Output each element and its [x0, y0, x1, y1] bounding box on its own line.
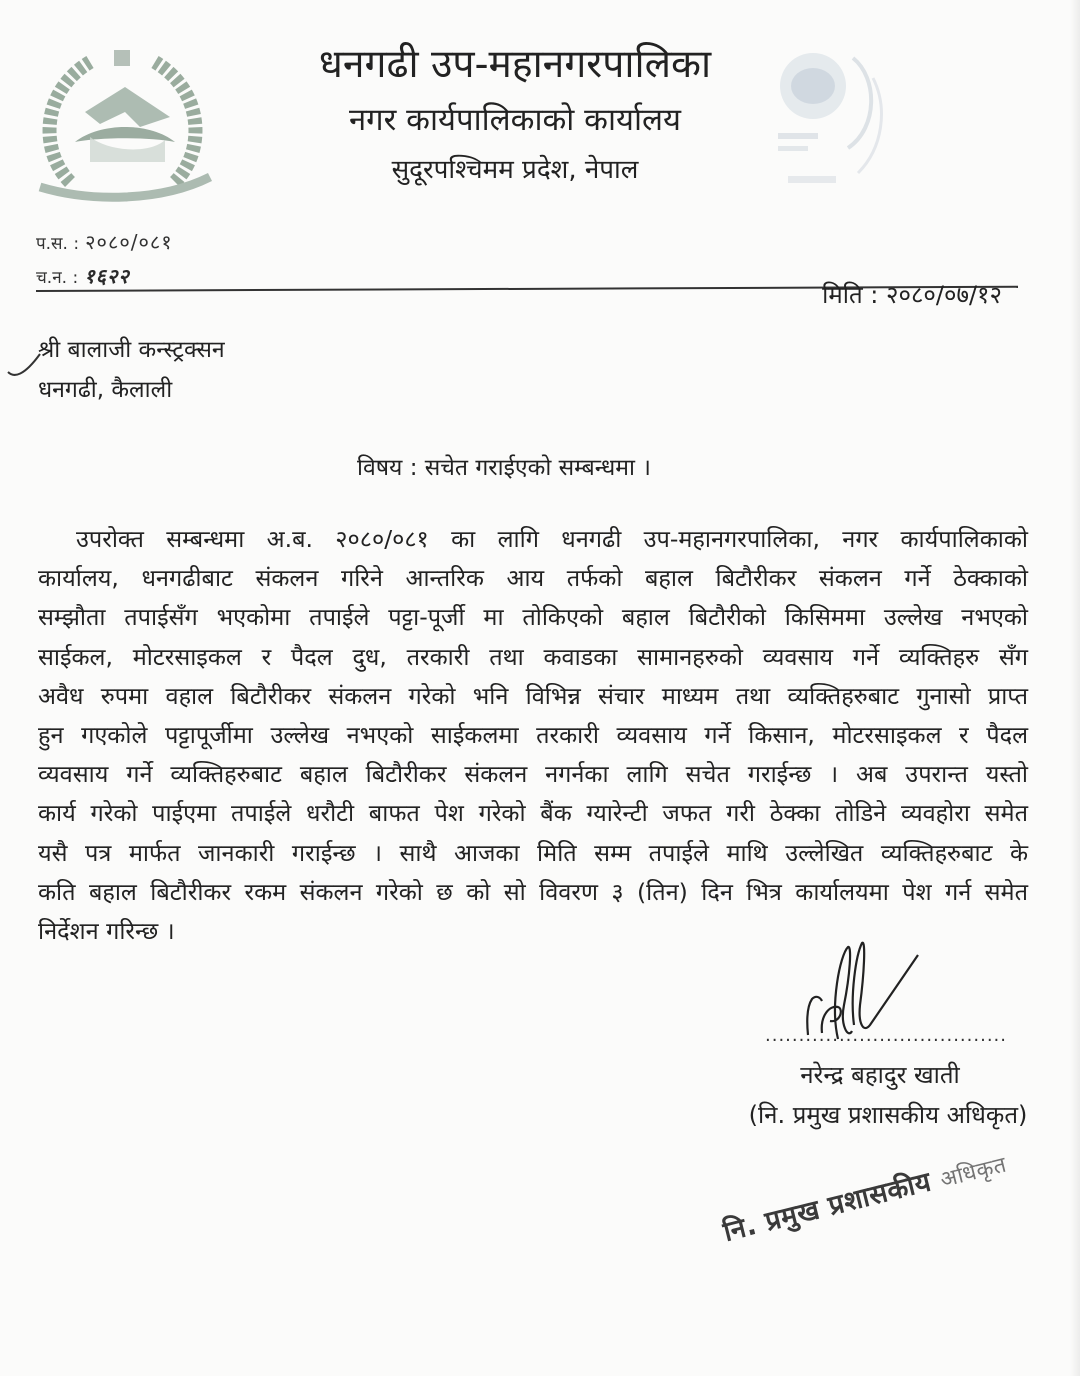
office-name: नगर कार्यपालिकाको कार्यालय [348, 102, 682, 138]
fiscal-year-ref [36, 228, 173, 255]
signer-title: (नि. प्रमुख प्रशासकीय अधिकृत) [748, 1101, 1028, 1129]
fiscal-year-label: प.स. : [36, 234, 80, 254]
organization-name: धनगढी उप-महानगरपालिका [318, 42, 712, 87]
rubber-stamp-text-faint: अधिकृत [937, 1152, 1010, 1194]
handwritten-tick-mark-icon [6, 350, 42, 380]
body-line: यसै पत्र मार्फत जानकारी गराईन्छ । साथै आजका मिति सम्म तपाईले माथि उल्लेखित व्यक्तिहरुबाट के [38, 838, 1028, 867]
signature-dotted-line: .................................... [765, 1025, 1007, 1046]
body-line: व्यवसाय गर्ने व्यक्तिहरुबाट बहाल बिटौरीकर संकलन नगर्नका लागि सचेत गराईन्छ । अब उपरान्त यस्तो [38, 760, 1028, 789]
date-label: मिति : [822, 281, 879, 309]
body-line: हुन गएकोले पट्टापूर्जीमा उल्लेख नभएको साईकलमा तरकारी व्यवसाय गर्ने किसान, मोटरसाइकल र पैदल [38, 721, 1028, 750]
letter-subject: विषय : सचेत गराईएको सम्बन्धमा । [357, 455, 651, 481]
rubber-stamp-text: नि. प्रमुख प्रशासकीय [720, 1166, 935, 1249]
body-line: साईकल, मोटरसाइकल र पैदल दुध, तरकारी तथा कवाडका सामानहरुको व्यवसाय गर्ने व्यक्तिहरु सँग [38, 642, 1028, 671]
body-line: कार्यालय, धनगढीबाट संकलन गरिने आन्तरिक आय तर्फको बहाल बिटौरीकर संकलन गर्ने ठेक्काको [38, 564, 1028, 593]
office-seal-stamp-icon [768, 38, 908, 198]
dispatch-number-value: १६२२ [84, 264, 130, 288]
nepal-coat-of-arms-icon [30, 42, 215, 202]
body-line: निर्देशन गरिन्छ । [38, 917, 175, 946]
body-line: कार्य गरेको पाईएमा तपाईले धरौटी बाफत पेश गरेको बैंक ग्यारेन्टी जफत गरी ठेक्का तोडिने व्यवहोरा समेत [38, 799, 1028, 828]
recipient-address: धनगढी, कैलाली [38, 377, 173, 403]
body-line: अवैध रुपमा वहाल बिटौरीकर संकलन गरेको भनि विभिन्न संचार माध्यम तथा व्यक्तिहरुबाट गुनासो प्राप्त [38, 681, 1028, 710]
body-line: उपरोक्त सम्बन्धमा अ.ब. २०८०/०८१ का लागि धनगढी उप-महानगरपालिका, नगर कार्यपालिकाको [76, 525, 1028, 553]
signer-name: नरेन्द्र बहादुर खाती [800, 1061, 960, 1089]
designation-rubber-stamp [719, 1143, 1010, 1249]
dispatch-number-label: च.न. : [36, 268, 79, 288]
page-edge-shadow [1070, 0, 1080, 1376]
body-line: सम्झौता तपाईसँग भएकोमा तपाईले पट्टा-पूर्जी मा तोकिएको बहाल बिटौरीको किसिममा उल्लेख नभएको [38, 603, 1028, 632]
date-value: २०८०/०७/१२ [885, 281, 1002, 309]
letter-body [38, 520, 1028, 951]
dispatch-number-ref [36, 262, 130, 289]
body-line: कति बहाल बिटौरीकर रकम संकलन गरेको छ को सो विवरण ३ (तिन) दिन भित्र कार्यालयमा पेश गर्न समेत [38, 877, 1028, 906]
fiscal-year-value: २०८०/०८१ [85, 230, 173, 254]
letter-date [822, 278, 1002, 311]
recipient-name: श्री बालाजी कन्स्ट्रक्सन [38, 337, 225, 363]
office-location: सुदूरपश्चिमम प्रदेश, नेपाल [391, 155, 639, 185]
